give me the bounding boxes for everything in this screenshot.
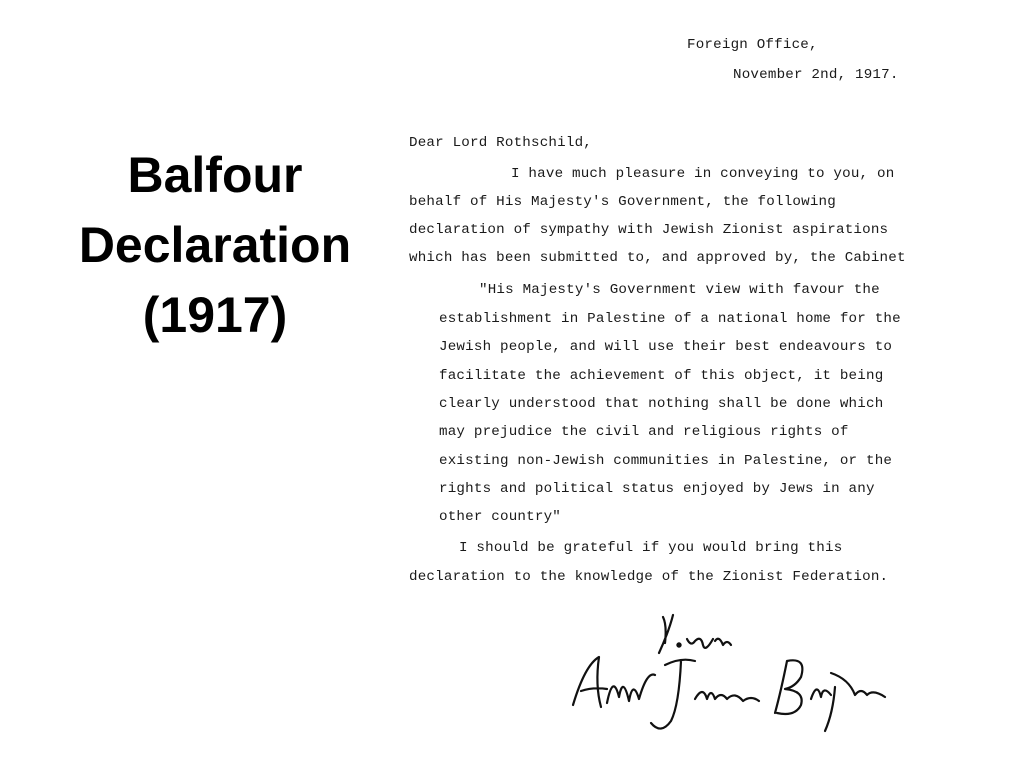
declaration-line: facilitate the achievement of this object, it being [439,368,884,384]
signature-drawing [555,595,915,745]
handwritten-signature [555,595,915,745]
intro-line: I have much pleasure in conveying to you, on [511,166,895,182]
declaration-line: rights and political status enjoyed by Jews in any [439,481,875,497]
letter-salutation: Dear Lord Rothschild, [409,135,592,151]
title-line-3: (1917) [142,287,288,343]
declaration-line: "His Majesty's Government view with favour the [479,282,880,298]
letter-office: Foreign Office, [687,37,818,53]
letter-date: November 2nd, 1917. [733,67,899,83]
intro-line: which has been submitted to, and approved by, the Cabinet [409,250,906,266]
intro-line: declaration of sympathy with Jewish Zionist aspirations [409,222,889,238]
declaration-line: clearly understood that nothing shall be done which [439,396,884,412]
declaration-line: establishment in Palestine of a national home for the [439,311,901,327]
slide-title [40,140,390,350]
declaration-line: existing non-Jewish communities in Palestine, or the [439,453,893,469]
declaration-line: other country" [439,509,561,525]
declaration-line: Jewish people, and will use their best endeavours to [439,339,893,355]
title-line-2: Declaration [78,217,352,273]
declaration-line: may prejudice the civil and religious rights of [439,424,849,440]
intro-line: behalf of His Majesty's Government, the following [409,194,836,210]
letter-document [395,20,955,760]
title-line-1: Balfour [127,147,303,203]
closing-line: I should be grateful if you would bring this [459,540,843,556]
closing-line: declaration to the knowledge of the Zionist Federation. [409,569,889,585]
